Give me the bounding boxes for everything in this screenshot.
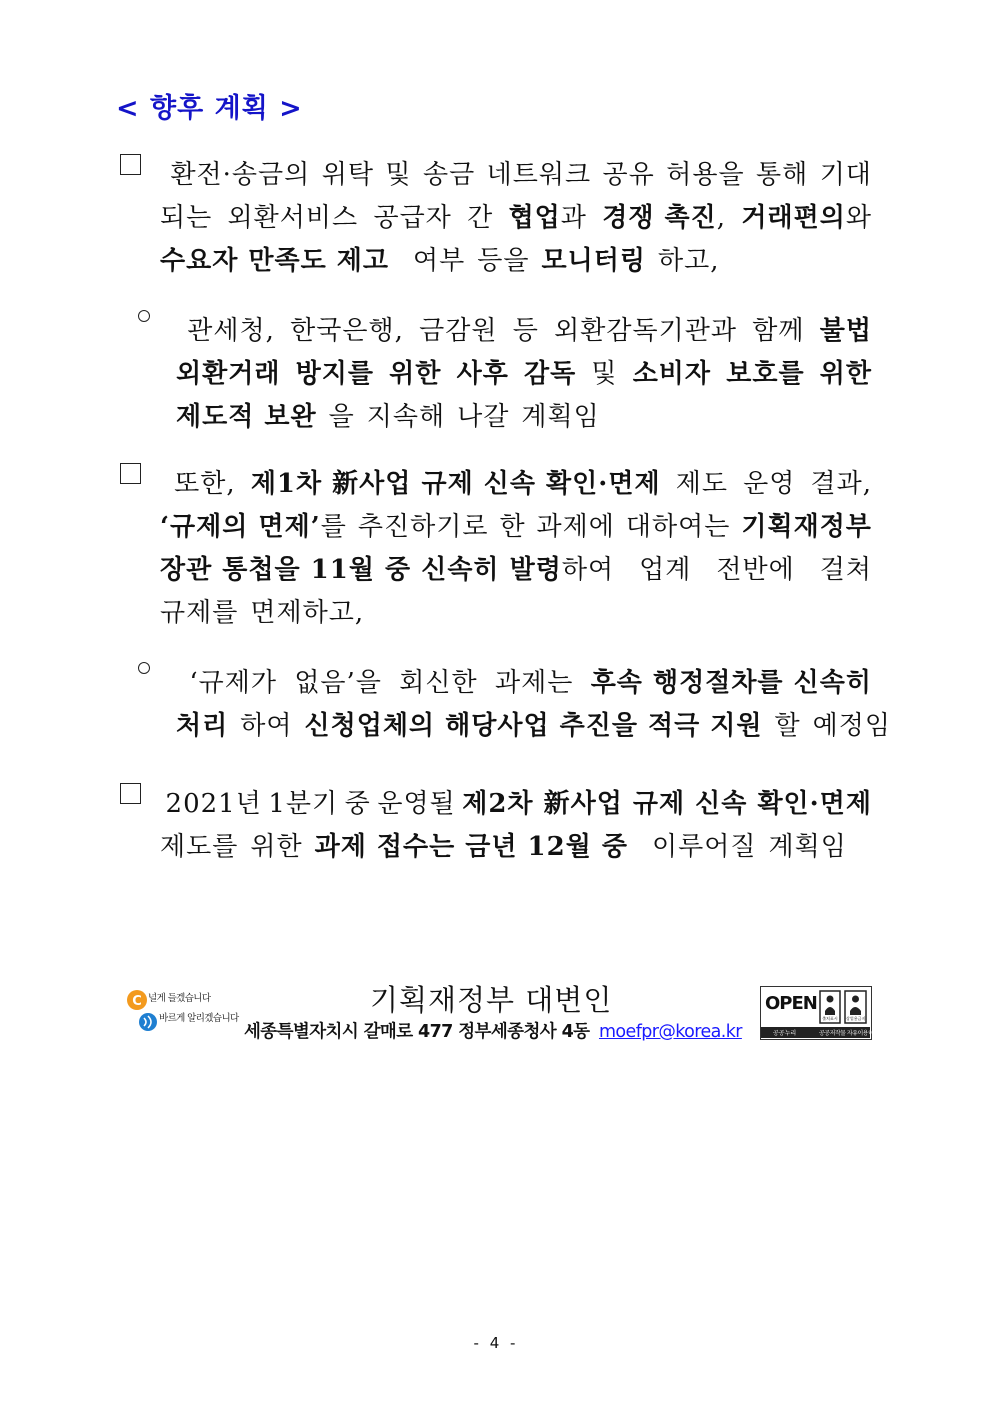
text-chunk: 외환서비스 — [227, 203, 359, 233]
text-chunk: 없음’을 — [294, 668, 382, 698]
bullet-1 — [120, 154, 872, 283]
checkbox-bullet-icon — [120, 154, 141, 175]
text-chunk: 불법 — [819, 316, 872, 346]
text-chunk: 운영될 — [377, 789, 456, 819]
text-chunk: 위탁 — [321, 160, 374, 190]
svg-text:C: C — [132, 994, 142, 1009]
text-chunk: 1분기 — [268, 789, 339, 819]
bullet-3-line-1 — [120, 783, 872, 826]
text-chunk: 예정임 — [812, 711, 892, 741]
text-chunk: 나갈 — [457, 402, 510, 432]
text-chunk: 처리 하여 — [176, 711, 293, 741]
slogan-line-1: 널게 들겠습니다 — [148, 993, 211, 1004]
text-chunk: 업계 — [639, 555, 692, 585]
text-chunk: 간 — [467, 203, 494, 233]
open-badge-2: 상업용금지 — [846, 1016, 866, 1021]
text-chunk: 금감원 — [419, 316, 498, 346]
text-chunk: 한국은행, — [290, 316, 404, 346]
sub-2-line-1 — [138, 662, 872, 705]
sub-1-line-1 — [138, 310, 872, 353]
text-chunk: 통해 — [756, 160, 809, 190]
text-chunk: 지속해 — [366, 402, 446, 432]
open-text: OPEN — [765, 993, 817, 1014]
text-chunk: 과제에 — [536, 512, 615, 542]
text-chunk: 및 — [591, 359, 618, 389]
text-chunk: 대하여는 — [625, 512, 731, 542]
text-chunk: 중 — [344, 789, 371, 819]
text-chunk: 제2차 新사업 규제 신속 확인·면제 — [462, 789, 872, 819]
text-chunk: ‘규제의 면제’를 — [160, 512, 347, 542]
text-chunk: 제도를 — [160, 832, 239, 862]
text-chunk: 위한 — [389, 359, 442, 389]
sub-1-line-3 — [176, 396, 872, 439]
text-chunk: 과제 접수는 금년 12월 중 — [314, 832, 629, 862]
bullet-2 — [120, 463, 872, 635]
text-chunk: 경쟁 촉진, — [602, 203, 727, 233]
text-chunk: 기대 — [819, 160, 872, 190]
open-caption-right: 공공저작물 자유이용허락 — [819, 1030, 879, 1037]
checkbox-bullet-icon — [120, 463, 141, 484]
checkbox-bullet-icon — [120, 783, 141, 804]
text-chunk: 제도 — [675, 469, 728, 499]
text-chunk: 운영 — [743, 469, 796, 499]
text-chunk: 및 — [385, 160, 412, 190]
footer-address — [244, 1018, 742, 1043]
text-chunk: 함께 — [752, 316, 805, 346]
text-chunk: 감독 — [523, 359, 577, 389]
text-chunk: 규제를 — [160, 598, 239, 628]
text-chunk: 외환거래 — [176, 359, 281, 389]
text-chunk: 위한 — [250, 832, 303, 862]
text-chunk: 소비자 — [632, 359, 712, 389]
text-chunk: 외환감독기관과 — [554, 316, 737, 346]
text-chunk: 이루어질 — [652, 832, 757, 862]
text-chunk: 후속 행정절차를 신속히 — [590, 668, 872, 698]
bullet-2-line-1 — [120, 463, 872, 506]
text-chunk: 관세청, — [187, 316, 275, 346]
text-chunk: 환전·송금의 — [170, 160, 311, 190]
address-text: 세종특별자치시 갈매로 477 정부세종청사 4동 — [244, 1022, 590, 1042]
footer-title: 기획재정부 대변인 — [370, 983, 613, 1017]
open-caption-left: 공공누리 — [773, 1030, 797, 1037]
text-chunk: 위한 — [819, 359, 872, 389]
sub-1-line-2 — [176, 353, 872, 396]
text-chunk: 여부 — [413, 246, 466, 276]
bullet-1-line-2 — [160, 197, 872, 240]
text-chunk: ‘규제가 — [189, 668, 277, 698]
bullet-1-line-3 — [160, 240, 872, 283]
text-chunk: 네트워크 — [486, 160, 592, 190]
bullet-3-line-2 — [160, 826, 872, 869]
text-chunk: 송금 — [422, 160, 476, 190]
text-chunk: 공유 — [602, 160, 655, 190]
text-chunk: 제1차 新사업 규제 신속 확인·면제 — [250, 469, 661, 499]
text-chunk: 계획임 — [521, 402, 600, 432]
text-chunk: 2021년 — [165, 789, 262, 819]
text-chunk: 공급자 — [373, 203, 452, 233]
text-chunk: 모니터링 하고, — [541, 246, 720, 276]
slogan-logo — [126, 986, 238, 1036]
text-chunk: 또한, — [174, 469, 236, 499]
email-link[interactable]: moefpr@korea.kr — [598, 1022, 742, 1042]
page-number: - 4 - — [473, 1334, 519, 1352]
text-chunk: 사후 — [456, 359, 509, 389]
open-badge-1: 출처표시 — [822, 1016, 838, 1021]
text-chunk: 허용을 — [666, 160, 745, 190]
section-heading: < 향후 계획 > — [116, 93, 303, 124]
text-chunk: 과제는 — [494, 668, 574, 698]
text-chunk: 기획재정부 — [741, 512, 872, 542]
text-chunk: 한 — [499, 512, 526, 542]
sub-2-line-2 — [176, 705, 892, 748]
text-chunk: 협업과 — [508, 203, 587, 233]
text-chunk: 수요자 만족도 제고 — [160, 246, 390, 276]
bullet-3 — [120, 783, 872, 869]
bullet-1-line-1 — [120, 154, 872, 197]
text-chunk: 보호를 — [726, 359, 805, 389]
text-chunk: 계획임 — [768, 832, 847, 862]
slogan-line-2: 바르게 알리겠습니다 — [159, 1013, 239, 1024]
text-chunk: 장관 통첩을 11월 중 신속히 발령하여 — [160, 555, 615, 585]
text-chunk: 신청업체의 해당사업 추진을 적극 지원 할 — [304, 711, 801, 741]
bullet-2-line-3 — [160, 549, 872, 592]
text-chunk: 면제하고, — [250, 598, 365, 628]
sub-point-1 — [138, 310, 872, 439]
text-chunk: 등 — [512, 316, 539, 346]
text-chunk: 추진하기로 — [357, 512, 489, 542]
text-chunk: 제도적 보완 을 — [176, 402, 355, 432]
bullet-2-line-2 — [160, 506, 872, 549]
text-chunk: 전반에 — [716, 555, 795, 585]
sub-point-2 — [138, 662, 892, 748]
text-chunk: 거래편의와 — [741, 203, 872, 233]
open-license-logo — [760, 986, 879, 1040]
circle-bullet-icon — [138, 310, 150, 322]
text-chunk: 결과, — [810, 469, 872, 499]
text-chunk: 걸쳐 — [819, 555, 872, 585]
text-chunk: 등을 — [477, 246, 530, 276]
text-chunk: 회신한 — [399, 668, 478, 698]
text-chunk: 되는 — [160, 203, 213, 233]
bullet-2-line-4 — [160, 592, 872, 635]
circle-bullet-icon — [138, 662, 150, 674]
text-chunk: 방지를 — [295, 359, 374, 389]
